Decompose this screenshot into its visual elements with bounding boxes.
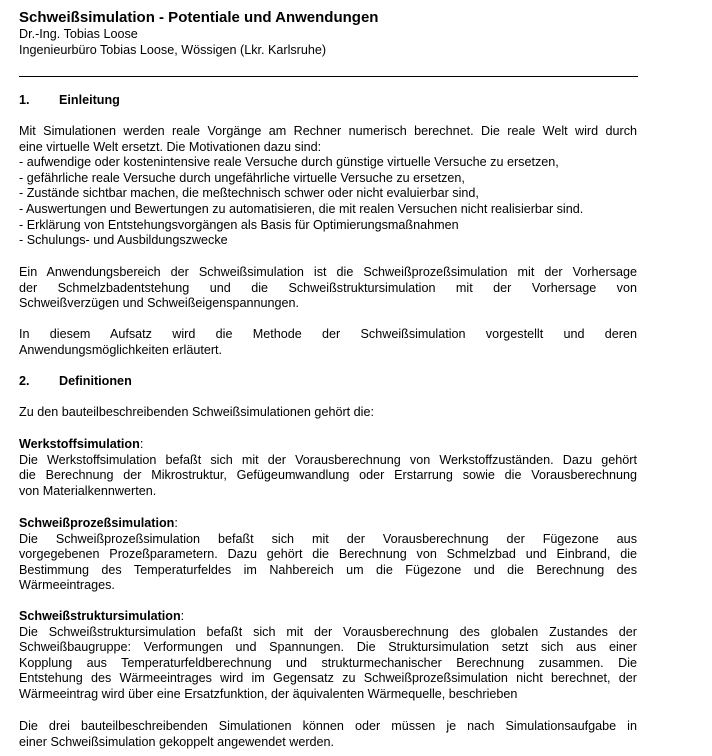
text-line: Schweißbaugruppe: Verformungen und Spannungen. Die Struktursimulation setzt sich aus einer [19,640,637,655]
section-title: Definitionen [59,374,132,388]
definition-term: Werkstoffsimulation [19,437,140,451]
list-item: - Erklärung von Entstehungsvorgängen als Basis für Optimierungsmaßnahmen [19,217,459,232]
text-line: vorgegebenen Prozeßparametern. Dazu gehört die Berechnung von Schmelzbad und Einbrand, die [19,547,637,562]
section-heading-definitionen [19,374,132,390]
text-line: Zu den bauteilbeschreibenden Schweißsimulationen gehört die: [19,405,374,419]
definition-term: Schweißstruktursimulation [19,609,181,623]
section-title: Einleitung [59,93,120,107]
section-number: 2. [19,374,30,388]
text-line: Schweißverzügen und Schweißeigenspannungen. [19,296,300,311]
text-line: Ein Anwendungsbereich der Schweißsimulation ist die Schweißprozeßsimulation mit der Vorhersage [19,265,637,279]
list-item: - aufwendige oder kostenintensive reale Versuche durch günstige virtuelle Versuche zu ersetzen, [19,155,559,170]
paragraph-definitions-intro [19,405,637,421]
text-line: Die Werkstoffsimulation befaßt sich mit der Vorausberechnung von Werkstoffzuständen. Dazu gehört [19,452,637,467]
paragraph-closing [19,719,637,750]
section-heading-einleitung [19,93,120,109]
definition-term: Schweißprozeßsimulation [19,516,175,530]
text-line: Bestimmung des Temperaturfeldes im Nahbereich um die Fügezone und die Berechnung des [19,562,637,577]
text-line: Die drei bauteilbeschreibenden Simulationen können oder müssen je nach Simulationsaufgabe in [19,719,637,733]
paragraph-scope [19,327,637,358]
list-item: - gefährliche reale Versuche durch ungefährliche virtuelle Versuche zu ersetzen, [19,170,465,185]
text-line: Anwendungsmöglichkeiten erläutert. [19,342,223,357]
text-line: Wärmeeintrages. [19,578,115,593]
text-line: Entstehung des Wärmeeintrages wird im Gegensatz zu Schweißprozeßsimulation nicht berechnet, der [19,671,637,686]
text-line: von Materialkennwerten. [19,483,157,498]
document-header [19,9,637,58]
document-title: Schweißsimulation - Potentiale und Anwendungen [19,9,379,26]
list-item: - Schulungs- und Ausbildungszwecke [19,233,228,248]
text-line: der Schmelzbadentstehung und die Schweißstruktursimulation mit der Vorhersage von [19,280,637,295]
text-line: Die Schweißstruktursimulation befaßt sich mit der Vorausberechnung des globalen Zustandes der [19,624,637,639]
header-divider [19,76,638,77]
section-number: 1. [19,93,30,107]
paragraph-application [19,265,637,312]
author-name: Dr.-Ing. Tobias Loose [19,27,138,41]
paragraph-intro [19,124,637,249]
text-line: Wärmeeintrag wird über eine Ersatzfunktion, der äquivalenten Wärmequelle, beschrieben [19,686,518,701]
text-line: Kopplung aus Temperaturfeldberechnung und strukturmechanischer Berechnung zusammen. Die [19,655,637,670]
author-affiliation: Ingenieurbüro Tobias Loose, Wössigen (Lkr. Karlsruhe) [19,42,327,57]
list-item: - Auswertungen und Bewertungen zu automatisieren, die mit realen Versuchen nicht realisierbar sind. [19,201,584,216]
text-line: die Berechnung der Mikrostruktur, Gefügeumwandlung oder Erstarrung sowie die Vorausberechnung [19,468,637,483]
text-line: In diesem Aufsatz wird die Methode der Schweißsimulation vorgestellt und deren [19,327,637,341]
list-item: - Zustände sichtbar machen, die meßtechnisch schwer oder nicht evaluierbar sind, [19,186,479,201]
definition-schweissprozesssimulation: Schweißprozeßsimulation: Die Schweißprozeßsimulation befaßt sich mit der Vorausberechnung der Fügezone aus vorgegebenen Prozeßparametern. Dazu gehört die Berechnung von Schmelzbad und Einbrand, die Bestimmung des Temperaturfeldes im Nahbereich um die Fügezone und die Berechnung des Wärmeeintrages. [19,516,637,593]
text-line: Mit Simulationen werden reale Vorgänge am Rechner numerisch berechnet. Die reale Welt wird durch [19,124,637,138]
text-line: eine virtuelle Welt ersetzt. Die Motivationen dazu sind: [19,139,322,154]
text-line: einer Schweißsimulation gekoppelt angewendet werden. [19,734,335,749]
text-line: Die Schweißprozeßsimulation befaßt sich mit der Vorausberechnung der Fügezone aus [19,531,637,546]
definition-werkstoffsimulation: Werkstoffsimulation: Die Werkstoffsimulation befaßt sich mit der Vorausberechnung von Werkstoffzuständen. Dazu gehört die Berechnung der Mikrostruktur, Gefügeumwandlung oder Erstarrung sowie die Vorausberechnung von Materialkennwerten. [19,437,637,498]
definition-schweissstruktursimulation: Schweißstruktursimulation: Die Schweißstruktursimulation befaßt sich mit der Vorausberechnung des globalen Zustandes der Schweißbaugruppe: Verformungen und Spannungen. Die Struktursimulation setzt sich aus einer Kopplung aus Temperaturfeldberechnung und strukturmechanischer Berechnung zusammen. Die Entstehung des Wärmeeintrages wird im Gegensatz zu Schweißprozeßsimulation nicht berechnet, der Wärmeeintrag wird über eine Ersatzfunktion, der äquivalenten Wärmequelle, beschrieben [19,609,637,701]
